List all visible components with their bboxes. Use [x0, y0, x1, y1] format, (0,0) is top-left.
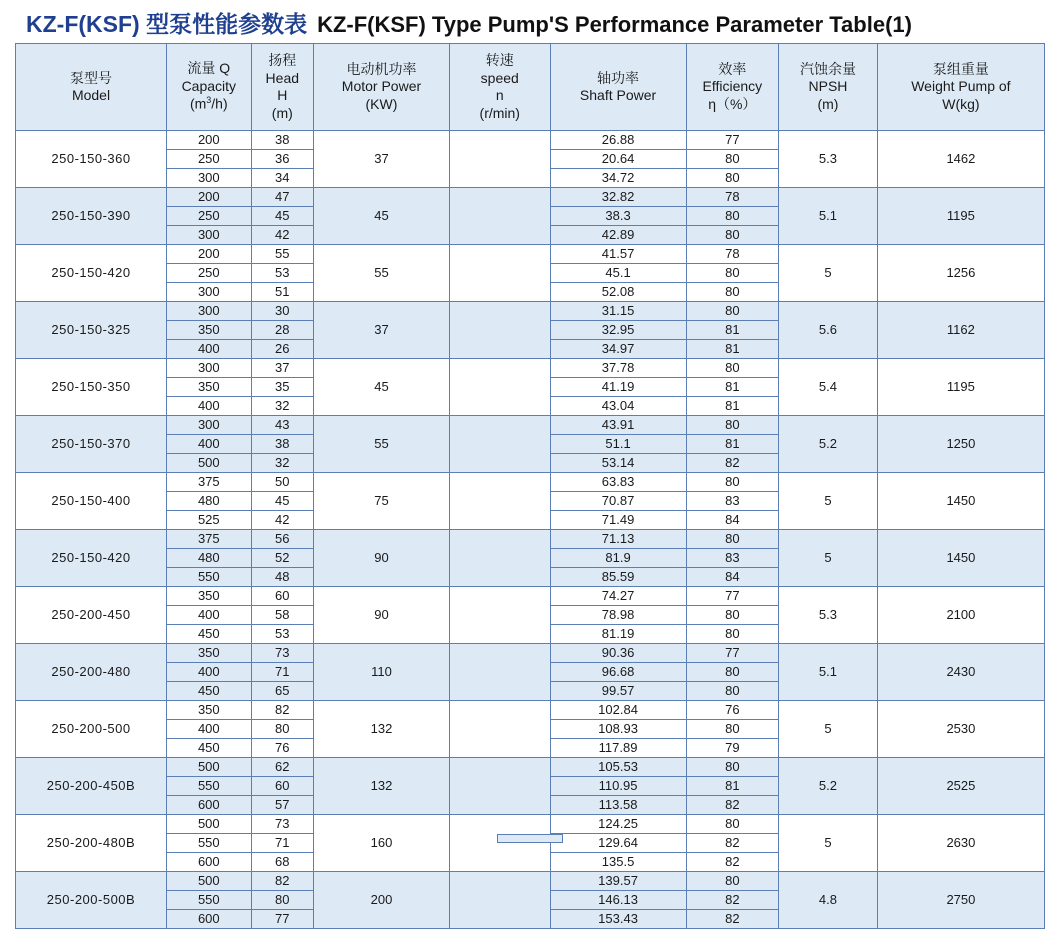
cell-capacity: 200: [167, 188, 252, 207]
cell-capacity: 400: [167, 720, 252, 739]
cell-capacity: 400: [167, 606, 252, 625]
cell-shaft-power: 32.95: [550, 321, 686, 340]
cell-capacity: 250: [167, 264, 252, 283]
cell-head: 55: [251, 245, 313, 264]
cell-head: 82: [251, 701, 313, 720]
cell-head: 53: [251, 264, 313, 283]
cell-weight: 2525: [877, 758, 1044, 815]
cell-capacity: 550: [167, 568, 252, 587]
cell-shaft-power: 81.9: [550, 549, 686, 568]
table-row: [16, 131, 1045, 150]
cell-speed: [449, 758, 550, 815]
cell-capacity: 375: [167, 530, 252, 549]
cell-model: 250-150-420: [16, 530, 167, 587]
cell-capacity: 350: [167, 587, 252, 606]
cell-capacity: 200: [167, 131, 252, 150]
cell-efficiency: 84: [686, 511, 779, 530]
cell-efficiency: 80: [686, 226, 779, 245]
cell-efficiency: 80: [686, 625, 779, 644]
cell-efficiency: 80: [686, 359, 779, 378]
cell-shaft-power: 108.93: [550, 720, 686, 739]
cell-efficiency: 82: [686, 853, 779, 872]
cell-shaft-power: 110.95: [550, 777, 686, 796]
cell-efficiency: 81: [686, 321, 779, 340]
cell-capacity: 600: [167, 796, 252, 815]
cell-efficiency: 77: [686, 644, 779, 663]
cell-speed: [449, 872, 550, 929]
cell-shaft-power: 52.08: [550, 283, 686, 302]
cell-capacity: 350: [167, 321, 252, 340]
column-header-capacity: 流量 Q Capacity $(m^3/h)$: [167, 44, 252, 131]
cell-shaft-power: 153.43: [550, 910, 686, 929]
cell-head: 80: [251, 891, 313, 910]
cell-npsh: 5: [779, 701, 878, 758]
title-english: KZ-F(KSF) Type Pump'S Performance Parameter Table(1): [317, 12, 912, 37]
cell-efficiency: 76: [686, 701, 779, 720]
cell-shaft-power: 117.89: [550, 739, 686, 758]
cell-npsh: 5.3: [779, 131, 878, 188]
cell-weight: 2100: [877, 587, 1044, 644]
cell-weight: 2530: [877, 701, 1044, 758]
cell-efficiency: 81: [686, 435, 779, 454]
capacity-unit: $(m^3/h)$: [189, 95, 228, 113]
cell-weight: 1450: [877, 530, 1044, 587]
cell-model: 250-200-450B: [16, 758, 167, 815]
cell-efficiency: 83: [686, 492, 779, 511]
cell-capacity: 480: [167, 492, 252, 511]
cell-efficiency: 80: [686, 150, 779, 169]
cell-model: 250-150-420: [16, 245, 167, 302]
cell-efficiency: 84: [686, 568, 779, 587]
cell-speed: [449, 245, 550, 302]
cell-efficiency: 81: [686, 397, 779, 416]
cell-npsh: 5.4: [779, 359, 878, 416]
cell-shaft-power: 42.89: [550, 226, 686, 245]
cell-head: 48: [251, 568, 313, 587]
table-row: [16, 872, 1045, 891]
cell-speed: [449, 473, 550, 530]
cell-efficiency: 80: [686, 663, 779, 682]
cell-npsh: 5.6: [779, 302, 878, 359]
cell-npsh: 5.2: [779, 758, 878, 815]
cell-head: 45: [251, 492, 313, 511]
cell-capacity: 300: [167, 359, 252, 378]
cell-shaft-power: 34.97: [550, 340, 686, 359]
table-row: [16, 245, 1045, 264]
table-header-row: [16, 44, 1045, 131]
cell-efficiency: 80: [686, 815, 779, 834]
cell-model: 250-200-480: [16, 644, 167, 701]
cell-head: 47: [251, 188, 313, 207]
cell-model: 250-150-350: [16, 359, 167, 416]
cell-shaft-power: 70.87: [550, 492, 686, 511]
cell-speed: [449, 302, 550, 359]
cell-shaft-power: 105.53: [550, 758, 686, 777]
cell-capacity: 450: [167, 625, 252, 644]
cell-efficiency: 80: [686, 473, 779, 492]
cell-shaft-power: 85.59: [550, 568, 686, 587]
cell-shaft-power: 124.25: [550, 815, 686, 834]
cell-capacity: 400: [167, 340, 252, 359]
cell-capacity: 400: [167, 397, 252, 416]
cell-capacity: 250: [167, 207, 252, 226]
cell-npsh: 5.1: [779, 188, 878, 245]
cell-capacity: 350: [167, 378, 252, 397]
cell-capacity: 500: [167, 872, 252, 891]
cell-efficiency: 81: [686, 340, 779, 359]
cell-motor-power: 90: [314, 530, 450, 587]
cell-speed: [449, 815, 550, 872]
cell-shaft-power: 102.84: [550, 701, 686, 720]
cell-capacity: 300: [167, 226, 252, 245]
table-row: [16, 587, 1045, 606]
column-header-model: 泵型号 Model: [16, 44, 167, 131]
cell-capacity: 500: [167, 758, 252, 777]
cell-capacity: 600: [167, 910, 252, 929]
cell-shaft-power: 43.04: [550, 397, 686, 416]
cell-efficiency: 80: [686, 302, 779, 321]
cell-shaft-power: 32.82: [550, 188, 686, 207]
column-header-shaft-power: 轴功率 Shaft Power: [550, 44, 686, 131]
cell-head: 52: [251, 549, 313, 568]
cell-weight: 1450: [877, 473, 1044, 530]
cell-head: 30: [251, 302, 313, 321]
cell-shaft-power: 113.58: [550, 796, 686, 815]
cell-head: 34: [251, 169, 313, 188]
cell-head: 36: [251, 150, 313, 169]
cell-efficiency: 80: [686, 720, 779, 739]
cell-head: 38: [251, 435, 313, 454]
cell-head: 60: [251, 587, 313, 606]
cell-model: 250-150-325: [16, 302, 167, 359]
cell-motor-power: 200: [314, 872, 450, 929]
cell-head: 32: [251, 454, 313, 473]
cell-shaft-power: 26.88: [550, 131, 686, 150]
cell-shaft-power: 129.64: [550, 834, 686, 853]
cell-efficiency: 81: [686, 777, 779, 796]
cell-head: 42: [251, 226, 313, 245]
cell-shaft-power: 45.1: [550, 264, 686, 283]
cell-capacity: 250: [167, 150, 252, 169]
cell-efficiency: 80: [686, 682, 779, 701]
table-row: [16, 359, 1045, 378]
cell-efficiency: 78: [686, 188, 779, 207]
cell-head: 57: [251, 796, 313, 815]
cell-head: 37: [251, 359, 313, 378]
footer-strip: [0, 831, 1060, 843]
cell-capacity: 550: [167, 834, 252, 853]
cell-shaft-power: 78.98: [550, 606, 686, 625]
cell-efficiency: 77: [686, 131, 779, 150]
cell-motor-power: 55: [314, 416, 450, 473]
table-row: [16, 530, 1045, 549]
cell-head: 53: [251, 625, 313, 644]
cell-model: 250-150-400: [16, 473, 167, 530]
cell-npsh: 5: [779, 815, 878, 872]
cell-efficiency: 80: [686, 169, 779, 188]
cell-efficiency: 82: [686, 796, 779, 815]
cell-head: 73: [251, 815, 313, 834]
cell-capacity: 300: [167, 302, 252, 321]
cell-model: 250-150-370: [16, 416, 167, 473]
cell-shaft-power: 139.57: [550, 872, 686, 891]
cell-capacity: 450: [167, 739, 252, 758]
cell-shaft-power: 74.27: [550, 587, 686, 606]
cell-model: 250-150-390: [16, 188, 167, 245]
cell-efficiency: 80: [686, 207, 779, 226]
cell-shaft-power: 20.64: [550, 150, 686, 169]
cell-motor-power: 55: [314, 245, 450, 302]
cell-head: 56: [251, 530, 313, 549]
cell-motor-power: 160: [314, 815, 450, 872]
cell-efficiency: 82: [686, 454, 779, 473]
cell-motor-power: 132: [314, 758, 450, 815]
cell-shaft-power: 90.36: [550, 644, 686, 663]
cell-weight: 1462: [877, 131, 1044, 188]
cell-head: 65: [251, 682, 313, 701]
cell-npsh: 4.8: [779, 872, 878, 929]
cell-capacity: 300: [167, 283, 252, 302]
cell-shaft-power: 34.72: [550, 169, 686, 188]
cell-model: 250-200-500B: [16, 872, 167, 929]
cell-weight: 2750: [877, 872, 1044, 929]
cell-shaft-power: 63.83: [550, 473, 686, 492]
cell-head: 45: [251, 207, 313, 226]
cell-efficiency: 80: [686, 264, 779, 283]
cell-head: 77: [251, 910, 313, 929]
cell-head: 26: [251, 340, 313, 359]
cell-model: 250-200-500: [16, 701, 167, 758]
cell-capacity: 350: [167, 644, 252, 663]
table-row: [16, 473, 1045, 492]
column-header-npsh: 汽蚀余量 NPSH (m): [779, 44, 878, 131]
cell-shaft-power: 41.19: [550, 378, 686, 397]
cell-model: 250-150-360: [16, 131, 167, 188]
cell-efficiency: 80: [686, 530, 779, 549]
cell-head: 80: [251, 720, 313, 739]
cell-speed: [449, 359, 550, 416]
cell-npsh: 5.1: [779, 644, 878, 701]
cell-capacity: 375: [167, 473, 252, 492]
cell-efficiency: 82: [686, 891, 779, 910]
cell-efficiency: 83: [686, 549, 779, 568]
cell-head: 51: [251, 283, 313, 302]
cell-shaft-power: 71.13: [550, 530, 686, 549]
cell-weight: 1162: [877, 302, 1044, 359]
cell-head: 68: [251, 853, 313, 872]
cell-weight: 1250: [877, 416, 1044, 473]
cell-speed: [449, 587, 550, 644]
cell-shaft-power: 99.57: [550, 682, 686, 701]
cell-efficiency: 80: [686, 606, 779, 625]
cell-shaft-power: 81.19: [550, 625, 686, 644]
cell-capacity: 480: [167, 549, 252, 568]
cell-shaft-power: 41.57: [550, 245, 686, 264]
cell-shaft-power: 146.13: [550, 891, 686, 910]
cell-head: 28: [251, 321, 313, 340]
performance-table: [15, 43, 1045, 929]
cell-capacity: 500: [167, 815, 252, 834]
cell-motor-power: 90: [314, 587, 450, 644]
cell-shaft-power: 38.3: [550, 207, 686, 226]
cell-shaft-power: 51.1: [550, 435, 686, 454]
cell-speed: [449, 131, 550, 188]
cell-head: 42: [251, 511, 313, 530]
cell-weight: 1256: [877, 245, 1044, 302]
cell-motor-power: 110: [314, 644, 450, 701]
cell-capacity: 550: [167, 891, 252, 910]
cell-npsh: 5.2: [779, 416, 878, 473]
cell-motor-power: 45: [314, 359, 450, 416]
cell-capacity: 300: [167, 169, 252, 188]
cell-npsh: 5: [779, 530, 878, 587]
cell-shaft-power: 31.15: [550, 302, 686, 321]
column-header-efficiency: 效率 Efficiency η（%）: [686, 44, 779, 131]
column-header-weight: 泵组重量 Weight Pump of W(kg): [877, 44, 1044, 131]
cell-head: 62: [251, 758, 313, 777]
cell-shaft-power: 135.5: [550, 853, 686, 872]
cell-capacity: 300: [167, 416, 252, 435]
column-header-head: 扬程 Head H (m): [251, 44, 313, 131]
cell-shaft-power: 96.68: [550, 663, 686, 682]
cell-speed: [449, 416, 550, 473]
table-row: [16, 302, 1045, 321]
cell-capacity: 600: [167, 853, 252, 872]
table-row: [16, 188, 1045, 207]
cell-weight: 1195: [877, 188, 1044, 245]
cell-weight: 2430: [877, 644, 1044, 701]
cell-speed: [449, 701, 550, 758]
title-chinese: KZ-F(KSF) 型泵性能参数表: [26, 11, 308, 37]
cell-efficiency: 80: [686, 283, 779, 302]
cell-capacity: 500: [167, 454, 252, 473]
cell-capacity: 525: [167, 511, 252, 530]
cell-head: 71: [251, 834, 313, 853]
table-row: [16, 758, 1045, 777]
cell-efficiency: 80: [686, 758, 779, 777]
cell-model: 250-200-480B: [16, 815, 167, 872]
cell-npsh: 5.3: [779, 587, 878, 644]
column-header-speed: 转速 speed n (r/min): [449, 44, 550, 131]
cell-efficiency: 82: [686, 910, 779, 929]
cell-speed: [449, 188, 550, 245]
cell-shaft-power: 37.78: [550, 359, 686, 378]
footer-mark: [497, 834, 563, 843]
cell-capacity: 400: [167, 663, 252, 682]
cell-shaft-power: 71.49: [550, 511, 686, 530]
cell-capacity: 200: [167, 245, 252, 264]
cell-motor-power: 37: [314, 131, 450, 188]
cell-efficiency: 77: [686, 587, 779, 606]
cell-capacity: 400: [167, 435, 252, 454]
table-row: [16, 416, 1045, 435]
cell-npsh: 5: [779, 245, 878, 302]
cell-shaft-power: 53.14: [550, 454, 686, 473]
cell-head: 50: [251, 473, 313, 492]
cell-head: 38: [251, 131, 313, 150]
cell-efficiency: 82: [686, 834, 779, 853]
cell-speed: [449, 644, 550, 701]
cell-head: 73: [251, 644, 313, 663]
cell-efficiency: 80: [686, 416, 779, 435]
cell-head: 71: [251, 663, 313, 682]
cell-efficiency: 80: [686, 872, 779, 891]
cell-head: 58: [251, 606, 313, 625]
cell-head: 43: [251, 416, 313, 435]
table-row: [16, 701, 1045, 720]
cell-weight: 2630: [877, 815, 1044, 872]
cell-efficiency: 81: [686, 378, 779, 397]
cell-weight: 1195: [877, 359, 1044, 416]
cell-capacity: 550: [167, 777, 252, 796]
column-header-motor-power: 电动机功率 Motor Power (KW): [314, 44, 450, 131]
cell-capacity: 450: [167, 682, 252, 701]
cell-motor-power: 132: [314, 701, 450, 758]
cell-motor-power: 45: [314, 188, 450, 245]
cell-head: 76: [251, 739, 313, 758]
cell-motor-power: 75: [314, 473, 450, 530]
cell-head: 82: [251, 872, 313, 891]
table-body: [16, 131, 1045, 929]
cell-shaft-power: 43.91: [550, 416, 686, 435]
cell-efficiency: 78: [686, 245, 779, 264]
cell-efficiency: 79: [686, 739, 779, 758]
cell-model: 250-200-450: [16, 587, 167, 644]
cell-head: 35: [251, 378, 313, 397]
cell-head: 60: [251, 777, 313, 796]
cell-speed: [449, 530, 550, 587]
cell-npsh: 5: [779, 473, 878, 530]
page-title: [0, 0, 1060, 43]
table-row: [16, 644, 1045, 663]
cell-head: 32: [251, 397, 313, 416]
cell-motor-power: 37: [314, 302, 450, 359]
cell-capacity: 350: [167, 701, 252, 720]
